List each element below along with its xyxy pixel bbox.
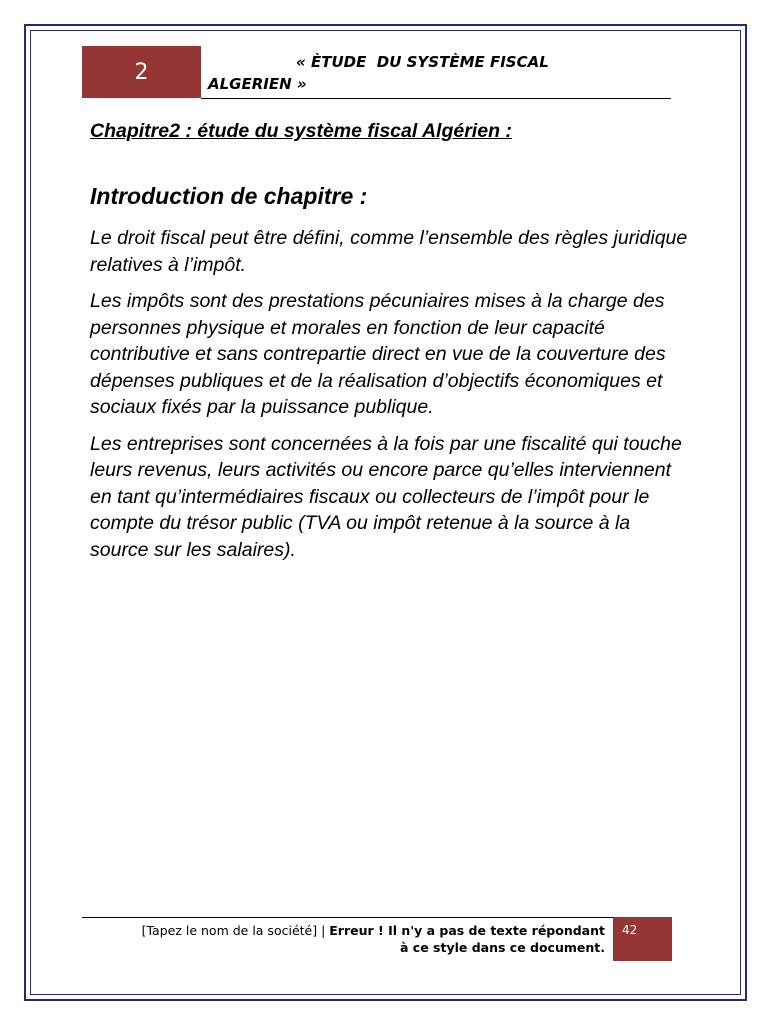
footer-rule [82, 917, 613, 918]
paragraph: Les impôts sont des prestations pécuniaires mises à la charge des personnes physique et morales en fonction de leur capacité contributive et sans contrepartie direct en vue de la couverture des dépenses publiques et de la réalisation d’objectifs économiques et sociaux fixés par la puissance publique. [90, 290, 666, 418]
chapter-heading: Chapitre2 : étude du système fiscal Algérien : [90, 120, 512, 142]
chapter-number-box [82, 46, 201, 98]
paragraph: Les entreprises sont concernées à la fois par une fiscalité qui touche leurs revenus, leurs activités ou encore parce qu’elles interviennent en tant qu’intermédiaires fiscaux ou collecteurs de l’impôt pour le compte du trésor public (TVA ou impôt retenue à la source à la source sur les salaires). [90, 432, 682, 561]
footer-text [130, 922, 605, 956]
body-text [90, 225, 690, 573]
header-title-line2: ALGERIEN » [208, 75, 307, 93]
page-number: 42 [622, 923, 638, 937]
footer-error-text: Erreur ! Il n'y a pas de texte répondant à ce style dans ce document. [329, 923, 605, 955]
header-title [208, 51, 670, 95]
header-title-line1: « ÈTUDE DU SYSTÈME FISCAL [296, 53, 549, 71]
footer-company-placeholder: [Tapez le nom de la société] | [141, 923, 330, 938]
intro-heading: Introduction de chapitre : [90, 183, 368, 209]
page-number-box [613, 917, 672, 961]
header-rule [201, 98, 671, 99]
paragraph: Le droit fiscal peut être défini, comme l’ensemble des règles juridique relatives à l’impôt. [90, 227, 688, 276]
chapter-number: 2 [134, 59, 149, 85]
